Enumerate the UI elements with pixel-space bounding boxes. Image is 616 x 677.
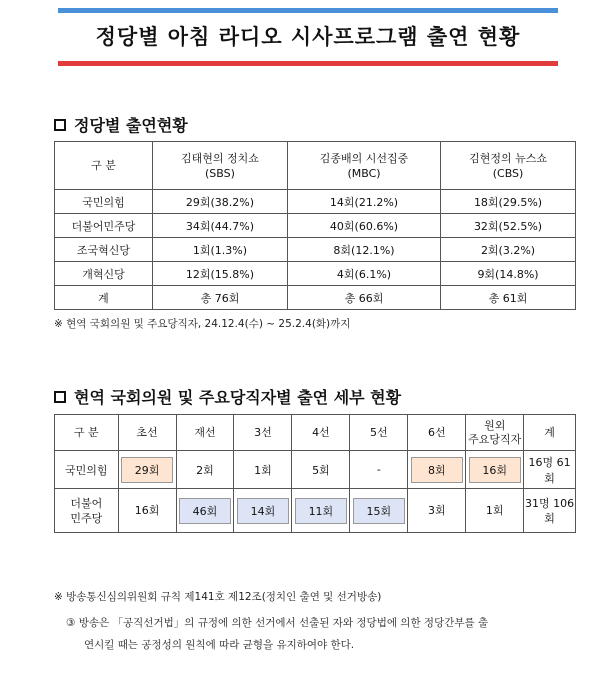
party-cell: 개혁신당 <box>55 262 153 286</box>
value-cell: 32회(52.5%) <box>441 214 576 238</box>
regulation-clause <box>66 612 578 656</box>
value-cell <box>118 451 176 489</box>
section1-note: ※ 현역 국회의원 및 주요당직자, 24.12.4(수) ~ 25.2.4(화)까지 <box>54 318 351 330</box>
header-cell: 재선 <box>176 415 234 451</box>
party-cell: 조국혁신당 <box>55 238 153 262</box>
table-total-row <box>55 286 576 310</box>
value-cell <box>350 489 408 533</box>
table-header-row <box>55 415 576 451</box>
value-cell: 16회 <box>118 489 176 533</box>
header-cell: 4선 <box>292 415 350 451</box>
value-cell: - <box>350 451 408 489</box>
section1-heading <box>54 113 188 136</box>
highlight-box: 8회 <box>411 457 463 483</box>
header-cell: 김현정의 뉴스쇼 (CBS) <box>441 142 576 190</box>
highlight-box: 15회 <box>353 498 405 524</box>
party-cell: 더불어 민주당 <box>55 489 119 533</box>
highlight-box: 46회 <box>179 498 231 524</box>
clause-line-2: 연시킬 때는 공정성의 원칙에 따라 균형을 유지하여야 한다. <box>84 639 355 651</box>
table-row <box>55 190 576 214</box>
party-cell: 더불어민주당 <box>55 214 153 238</box>
header-cell: 초선 <box>118 415 176 451</box>
member-detail-table <box>54 414 576 533</box>
checkbox-square-icon <box>54 119 66 131</box>
value-cell: 9회(14.8%) <box>441 262 576 286</box>
header-cell: 김태현의 정치쇼 (SBS) <box>153 142 288 190</box>
highlight-box: 14회 <box>237 498 289 524</box>
value-cell: 40회(60.6%) <box>287 214 440 238</box>
value-cell: 5회 <box>292 451 350 489</box>
header-cell: 원외 주요당직자 <box>466 415 524 451</box>
highlight-box: 16회 <box>469 457 521 483</box>
value-cell: 12회(15.8%) <box>153 262 288 286</box>
table-header-row <box>55 142 576 190</box>
total-cell: 16명 61회 <box>524 451 576 489</box>
section2-heading-text: 현역 국회의원 및 주요당직자별 출연 세부 현황 <box>74 388 402 407</box>
total-cell: 31명 106회 <box>524 489 576 533</box>
value-cell: 8회(12.1%) <box>287 238 440 262</box>
value-cell: 1회 <box>234 451 292 489</box>
value-cell <box>176 489 234 533</box>
header-cell: 5선 <box>350 415 408 451</box>
party-cell: 국민의힘 <box>55 190 153 214</box>
clause-line-1: ③ 방송은 「공직선거법」의 규정에 의한 선거에서 선출된 자와 정당법에 의한 정당간부를 출 <box>66 617 489 629</box>
value-cell <box>292 489 350 533</box>
header-cell: 3선 <box>234 415 292 451</box>
value-cell: 1회(1.3%) <box>153 238 288 262</box>
title-bottom-bar <box>58 61 558 66</box>
total-cell: 총 61회 <box>441 286 576 310</box>
value-cell: 2회(3.2%) <box>441 238 576 262</box>
value-cell <box>466 451 524 489</box>
header-cell: 계 <box>524 415 576 451</box>
highlight-box: 29회 <box>121 457 173 483</box>
table-row <box>55 451 576 489</box>
header-cell: 구 분 <box>55 142 153 190</box>
table-row <box>55 262 576 286</box>
header-cell: 김종배의 시선집중 (MBC) <box>287 142 440 190</box>
page-title: 정당별 아침 라디오 시사프로그램 출연 현황 <box>95 25 521 49</box>
total-label-cell: 계 <box>55 286 153 310</box>
header-cell: 구 분 <box>55 415 119 451</box>
regulation-note: ※ 방송통신심의위원회 규칙 제141호 제12조(정치인 출연 및 선거방송) <box>54 591 382 603</box>
value-cell: 1회 <box>466 489 524 533</box>
value-cell: 3회 <box>408 489 466 533</box>
table-row <box>55 214 576 238</box>
section1-heading-text: 정당별 출연현황 <box>74 116 188 135</box>
title-top-bar <box>58 8 558 13</box>
header-cell: 6선 <box>408 415 466 451</box>
party-cell: 국민의힘 <box>55 451 119 489</box>
value-cell: 14회(21.2%) <box>287 190 440 214</box>
value-cell: 34회(44.7%) <box>153 214 288 238</box>
checkbox-square-icon <box>54 391 66 403</box>
value-cell <box>408 451 466 489</box>
title-banner <box>58 8 558 66</box>
total-cell: 총 66회 <box>287 286 440 310</box>
section2-heading <box>54 385 401 408</box>
value-cell: 18회(29.5%) <box>441 190 576 214</box>
total-cell: 총 76회 <box>153 286 288 310</box>
value-cell <box>234 489 292 533</box>
table-row <box>55 489 576 533</box>
value-cell: 2회 <box>176 451 234 489</box>
table-row <box>55 238 576 262</box>
value-cell: 4회(6.1%) <box>287 262 440 286</box>
value-cell: 29회(38.2%) <box>153 190 288 214</box>
party-appearance-table <box>54 141 576 310</box>
highlight-box: 11회 <box>295 498 347 524</box>
